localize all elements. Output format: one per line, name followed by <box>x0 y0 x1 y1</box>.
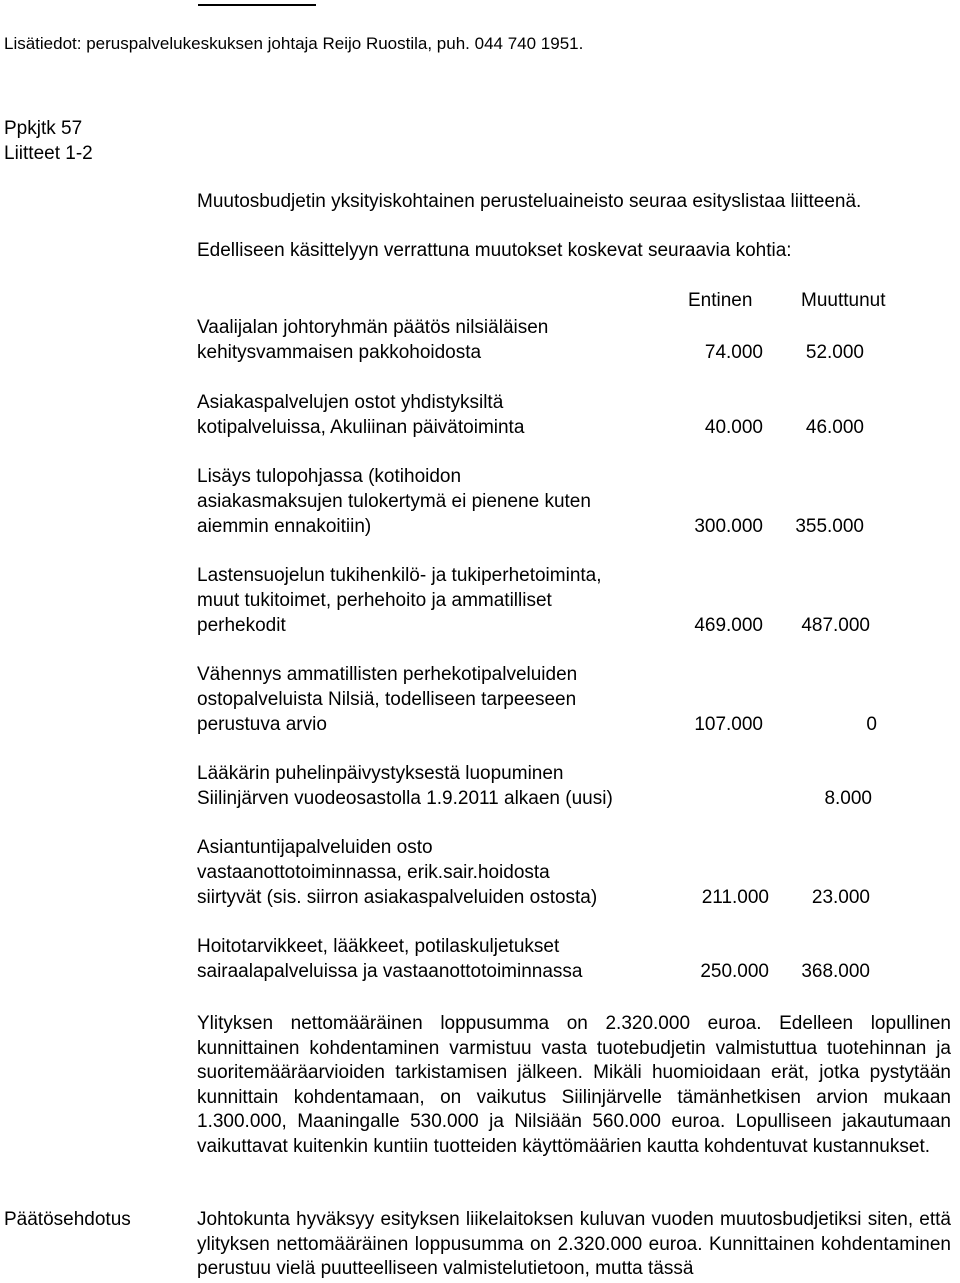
decision-text: Johtokunta hyväksyy esityksen liikelaitoksen kuluvan vuoden muutosbudjetiksi siten, että ylityksen nettomääräinen loppusumma on 2.320.000 euroa. Kunnittainen kohdentaminen perustuu vielä puutteelliseen valmistelutietoon, mutta tässä <box>197 1209 951 1280</box>
budget-item <box>197 835 897 910</box>
budget-item-description: Lääkärin puhelinpäivystyksestä luopuminen <box>197 763 564 784</box>
meeting-reference: Ppkjtk 57 <box>4 118 83 139</box>
budget-item-line <box>197 835 897 860</box>
budget-item <box>197 390 897 440</box>
budget-item-description: Hoitotarvikkeet, lääkkeet, potilaskuljetukset <box>197 936 560 957</box>
budget-item-description: Asiakaspalvelujen ostot yhdistyksiltä <box>197 392 504 413</box>
top-rule <box>198 4 316 6</box>
previous-amount: 74.000 <box>704 342 763 363</box>
changed-amount: 8.000 <box>824 788 872 809</box>
changed-amount: 52.000 <box>805 342 864 363</box>
budget-item-description: Vähennys ammatillisten perhekotipalveluiden <box>197 664 578 685</box>
budget-item <box>197 934 897 984</box>
budget-item-line <box>197 415 897 440</box>
budget-item-description: kotipalveluissa, Akuliinan päivätoiminta <box>197 417 525 438</box>
previous-amount: 211.000 <box>701 887 769 908</box>
budget-item-description: muut tukitoimet, perhehoito ja ammatilliset <box>197 590 552 611</box>
budget-item-line <box>197 588 897 613</box>
previous-amount: 107.000 <box>694 714 763 735</box>
budget-item-description: ostopalveluista Nilsiä, todelliseen tarpeeseen <box>197 689 577 710</box>
budget-item-description: vastaanottotoiminnassa, erik.sair.hoidosta <box>197 862 550 883</box>
budget-item <box>197 563 897 638</box>
budget-item-line <box>197 662 897 687</box>
budget-item-line <box>197 514 897 539</box>
budget-item-description: Lastensuojelun tukihenkilö- ja tukiperhetoiminta, <box>197 565 602 586</box>
budget-item-line <box>197 786 897 811</box>
budget-item-description: siirtyvät (sis. siirron asiakaspalveluiden ostosta) <box>197 887 598 908</box>
budget-item-line <box>197 885 897 910</box>
budget-item-description: Asiantuntijapalveluiden osto <box>197 837 433 858</box>
budget-item-description: sairaalapalveluissa ja vastaanottotoiminnassa <box>197 961 583 982</box>
budget-item-line <box>197 613 897 638</box>
budget-item-description: kehitysvammaisen pakkohoidosta <box>197 342 482 363</box>
previous-amount: 40.000 <box>704 417 763 438</box>
changed-amount: 23.000 <box>811 887 870 908</box>
previous-amount: 250.000 <box>700 961 769 982</box>
changed-amount: 355.000 <box>795 516 864 537</box>
budget-item-line <box>197 761 897 786</box>
budget-item-line <box>197 489 897 514</box>
previous-amount: 300.000 <box>694 516 763 537</box>
budget-item-line <box>197 687 897 712</box>
column-header-changed: Muuttunut <box>801 290 886 311</box>
budget-item-description: Vaalijalan johtoryhmän päätös nilsiäläisen <box>197 317 549 338</box>
budget-item-description: perustuva arvio <box>197 714 327 735</box>
budget-item-line <box>197 860 897 885</box>
budget-item-line <box>197 934 897 959</box>
budget-item-line <box>197 340 897 365</box>
budget-item <box>197 761 897 811</box>
budget-item-line <box>197 464 897 489</box>
changed-amount: 368.000 <box>801 961 870 982</box>
budget-item-line <box>197 959 897 984</box>
budget-item-line <box>197 712 897 737</box>
budget-item-line <box>197 390 897 415</box>
budget-item-description: Lisäys tulopohjassa (kotihoidon <box>197 466 462 487</box>
column-header-previous: Entinen <box>688 290 753 311</box>
budget-item-description: perhekodit <box>197 615 286 636</box>
attachments-reference: Liitteet 1-2 <box>4 143 93 164</box>
changed-amount: 487.000 <box>801 615 870 636</box>
intro-line-1: Muutosbudjetin yksityiskohtainen perusteluaineisto seuraa esityslistaa liitteenä. <box>197 191 862 212</box>
budget-item-description: asiakasmaksujen tulokertymä ei pienene kuten <box>197 491 591 512</box>
budget-item-line <box>197 563 897 588</box>
previous-amount: 469.000 <box>694 615 763 636</box>
budget-item <box>197 464 897 539</box>
changed-amount: 0 <box>866 714 877 735</box>
budget-item-description: aiemmin ennakoitiin) <box>197 516 372 537</box>
summary-paragraph: Ylityksen nettomääräinen loppusumma on 2.320.000 euroa. Edelleen lopullinen kunnittainen kohdentaminen varmistuu vasta tuotebudjetin valmistuttua tuotehinnan ja suoritemääräarvioiden tarkistamisen jälkeen. Mikäli huomioidaan erät, jotka pystytään kunnittain kohdentamaan, on vaikutus Siilinjärvelle tämänhetkisen arvion mukaan 1.300.000, Maaningalle 530.000 ja Nilsiään 560.000 euroa. Lopulliseen jakautumaan vaikuttavat kuitenkin kuntiin tuotteiden käyttömäärien kautta kohdentuvat kustannukset. <box>197 1013 951 1157</box>
budget-item <box>197 315 897 365</box>
changed-amount: 46.000 <box>805 417 864 438</box>
intro-line-2: Edelliseen käsittelyyn verrattuna muutokset koskevat seuraavia kohtia: <box>197 240 792 261</box>
budget-item <box>197 662 897 737</box>
budget-item-line <box>197 315 897 340</box>
decision-label: Päätösehdotus <box>4 1209 131 1230</box>
budget-item-description: Siilinjärven vuodeosastolla 1.9.2011 alkaen (uusi) <box>197 788 613 809</box>
contact-line: Lisätiedot: peruspalvelukeskuksen johtaja Reijo Ruostila, puh. 044 740 1951. <box>4 34 584 53</box>
